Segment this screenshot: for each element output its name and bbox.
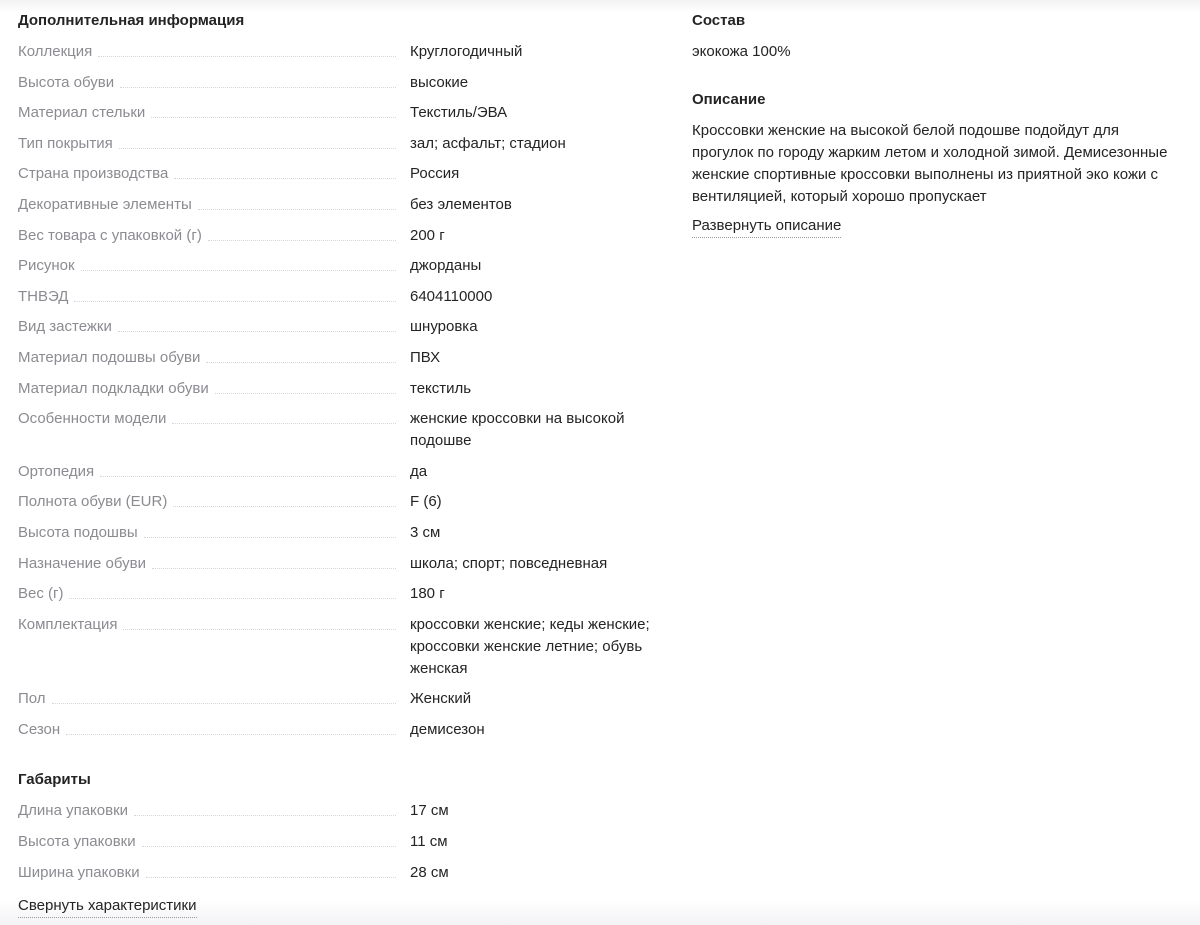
characteristic-row [18, 461, 658, 483]
characteristic-label-wrap [18, 225, 396, 247]
characteristic-label-wrap [18, 102, 396, 124]
characteristic-value: Круглогодичный [410, 43, 523, 60]
characteristic-label-wrap [18, 461, 396, 483]
characteristic-row [18, 255, 658, 277]
characteristic-label-wrap [18, 41, 396, 63]
characteristic-row [18, 583, 658, 605]
dotted-leader [74, 286, 396, 302]
characteristic-value: ПВХ [410, 348, 441, 366]
characteristic-label-wrap [18, 719, 396, 741]
characteristic-row [18, 491, 658, 513]
dotted-leader [123, 614, 396, 630]
composition-title: Состав [692, 12, 746, 29]
characteristic-label-wrap [18, 347, 396, 369]
characteristic-label: Материал подкладки обуви [18, 378, 215, 400]
dotted-leader [118, 316, 396, 332]
composition-value: экокожа 100% [692, 43, 791, 60]
characteristic-row [18, 41, 658, 63]
collapse-characteristics-link[interactable]: Свернуть характеристики [18, 895, 197, 918]
characteristic-value: 3 см [410, 523, 441, 541]
characteristic-label-wrap [18, 688, 396, 710]
characteristic-label: Назначение обуви [18, 553, 152, 575]
characteristic-label-wrap [18, 194, 396, 216]
characteristic-label: Высота обуви [18, 72, 120, 94]
characteristic-label: Длина упаковки [18, 800, 134, 822]
characteristic-value: 28 см [410, 863, 449, 881]
dotted-leader [151, 102, 396, 118]
characteristic-row [18, 102, 658, 124]
dotted-leader [172, 408, 396, 424]
dotted-leader [120, 72, 396, 88]
characteristic-label: Комплектация [18, 614, 123, 636]
dotted-leader [152, 553, 396, 569]
characteristic-label: Высота подошвы [18, 522, 144, 544]
dotted-leader [146, 862, 396, 878]
dotted-leader [208, 225, 396, 241]
dimensions-list [18, 800, 658, 883]
characteristic-label-wrap [18, 378, 396, 400]
characteristic-row [18, 347, 658, 369]
dotted-leader [134, 800, 396, 816]
additional-info-list [18, 41, 658, 741]
characteristic-label: Страна производства [18, 163, 174, 185]
characteristic-label-wrap [18, 800, 396, 822]
characteristic-row [18, 225, 658, 247]
characteristic-label: Декоративные элементы [18, 194, 198, 216]
characteristic-label: ТНВЭД [18, 286, 74, 308]
characteristic-label: Ортопедия [18, 461, 100, 483]
characteristic-value: демисезон [410, 720, 485, 738]
characteristic-label: Ширина упаковки [18, 862, 146, 884]
characteristic-label-wrap [18, 163, 396, 185]
characteristic-row [18, 831, 658, 853]
characteristic-label: Вес (г) [18, 583, 69, 605]
characteristic-value: 17 см [410, 802, 449, 820]
characteristic-label-wrap [18, 316, 396, 338]
characteristic-row [18, 316, 658, 338]
characteristic-row [18, 688, 658, 710]
characteristic-row [18, 72, 658, 94]
characteristic-value: школа; спорт; повседневная [410, 554, 608, 572]
characteristic-value: 180 г [410, 585, 445, 603]
characteristic-value: Женский [410, 690, 472, 708]
characteristic-value: шнуровка [410, 318, 478, 336]
characteristic-value: женские кроссовки на высокой подошве [410, 410, 625, 450]
characteristic-label: Тип покрытия [18, 133, 119, 155]
characteristic-row [18, 862, 658, 884]
dotted-leader [198, 194, 396, 210]
dotted-leader [206, 347, 396, 363]
characteristic-label: Особенности модели [18, 408, 172, 430]
section-gap [18, 749, 658, 769]
characteristic-value: 11 см [410, 833, 448, 851]
characteristic-label-wrap [18, 614, 396, 636]
description-title: Описание [692, 91, 766, 108]
characteristic-row [18, 800, 658, 822]
characteristic-label-wrap [18, 583, 396, 605]
dotted-leader [52, 688, 396, 704]
characteristic-row [18, 133, 658, 155]
characteristic-value: 200 г [410, 226, 445, 244]
characteristic-value: высокие [410, 73, 469, 91]
dotted-leader [98, 41, 396, 57]
characteristic-label: Высота упаковки [18, 831, 142, 853]
characteristic-row [18, 719, 658, 741]
characteristic-row [18, 522, 658, 544]
characteristic-label: Вес товара с упаковкой (г) [18, 225, 208, 247]
dotted-leader [215, 378, 396, 394]
characteristic-label-wrap [18, 862, 396, 884]
characteristic-label-wrap [18, 831, 396, 853]
characteristic-value: кроссовки женские; кеды женские; кроссовки женские летние; обувь женская [410, 615, 650, 677]
characteristic-label: Коллекция [18, 41, 98, 63]
expand-description-link[interactable]: Развернуть описание [692, 215, 841, 238]
dotted-leader [81, 255, 396, 271]
characteristic-label: Материал стельки [18, 102, 151, 124]
characteristic-label: Материал подошвы обуви [18, 347, 206, 369]
characteristic-row [18, 194, 658, 216]
dimensions-title: Габариты [18, 771, 91, 789]
characteristic-value: джорданы [410, 257, 482, 275]
dotted-leader [174, 163, 396, 179]
characteristic-label-wrap [18, 286, 396, 308]
characteristic-label-wrap [18, 522, 396, 544]
characteristic-value: зал; асфальт; стадион [410, 134, 566, 152]
characteristic-label-wrap [18, 408, 396, 430]
characteristic-value: Текстиль/ЭВА [410, 104, 508, 122]
characteristic-value: да [410, 462, 428, 480]
characteristic-row [18, 163, 658, 185]
characteristic-label-wrap [18, 72, 396, 94]
description-text: Кроссовки женские на высокой белой подошве подойдут для прогулок по городу жарким летом и холодной зимой. Демисезонные женские спортивные кроссовки выполнены из приятной эко кожи с вентиляцией, который хорошо пропускает [692, 122, 1168, 205]
dotted-leader [119, 133, 396, 149]
additional-info-title: Дополнительная информация [18, 12, 245, 29]
characteristic-label-wrap [18, 553, 396, 575]
characteristic-label: Сезон [18, 719, 66, 741]
dotted-leader [66, 719, 396, 735]
characteristics-column [18, 10, 658, 918]
characteristic-label: Пол [18, 688, 52, 710]
dotted-leader [100, 461, 396, 477]
characteristic-row [18, 408, 658, 452]
characteristic-label-wrap [18, 133, 396, 155]
dotted-leader [142, 831, 396, 847]
characteristic-label-wrap [18, 255, 396, 277]
characteristic-row [18, 553, 658, 575]
dotted-leader [144, 522, 396, 538]
composition-description-column [692, 10, 1182, 238]
dotted-leader [173, 491, 396, 507]
characteristic-label: Вид застежки [18, 316, 118, 338]
characteristic-value: F (6) [410, 493, 442, 511]
characteristic-row [18, 286, 658, 308]
characteristic-value: 6404110000 [410, 287, 493, 305]
characteristic-row [18, 614, 658, 680]
dotted-leader [69, 583, 396, 599]
characteristic-value: Россия [410, 165, 460, 183]
characteristic-label: Полнота обуви (EUR) [18, 491, 173, 513]
characteristic-label: Рисунок [18, 255, 81, 277]
characteristic-value: текстиль [410, 379, 472, 397]
characteristic-row [18, 378, 658, 400]
characteristic-label-wrap [18, 491, 396, 513]
characteristic-value: без элементов [410, 195, 512, 213]
